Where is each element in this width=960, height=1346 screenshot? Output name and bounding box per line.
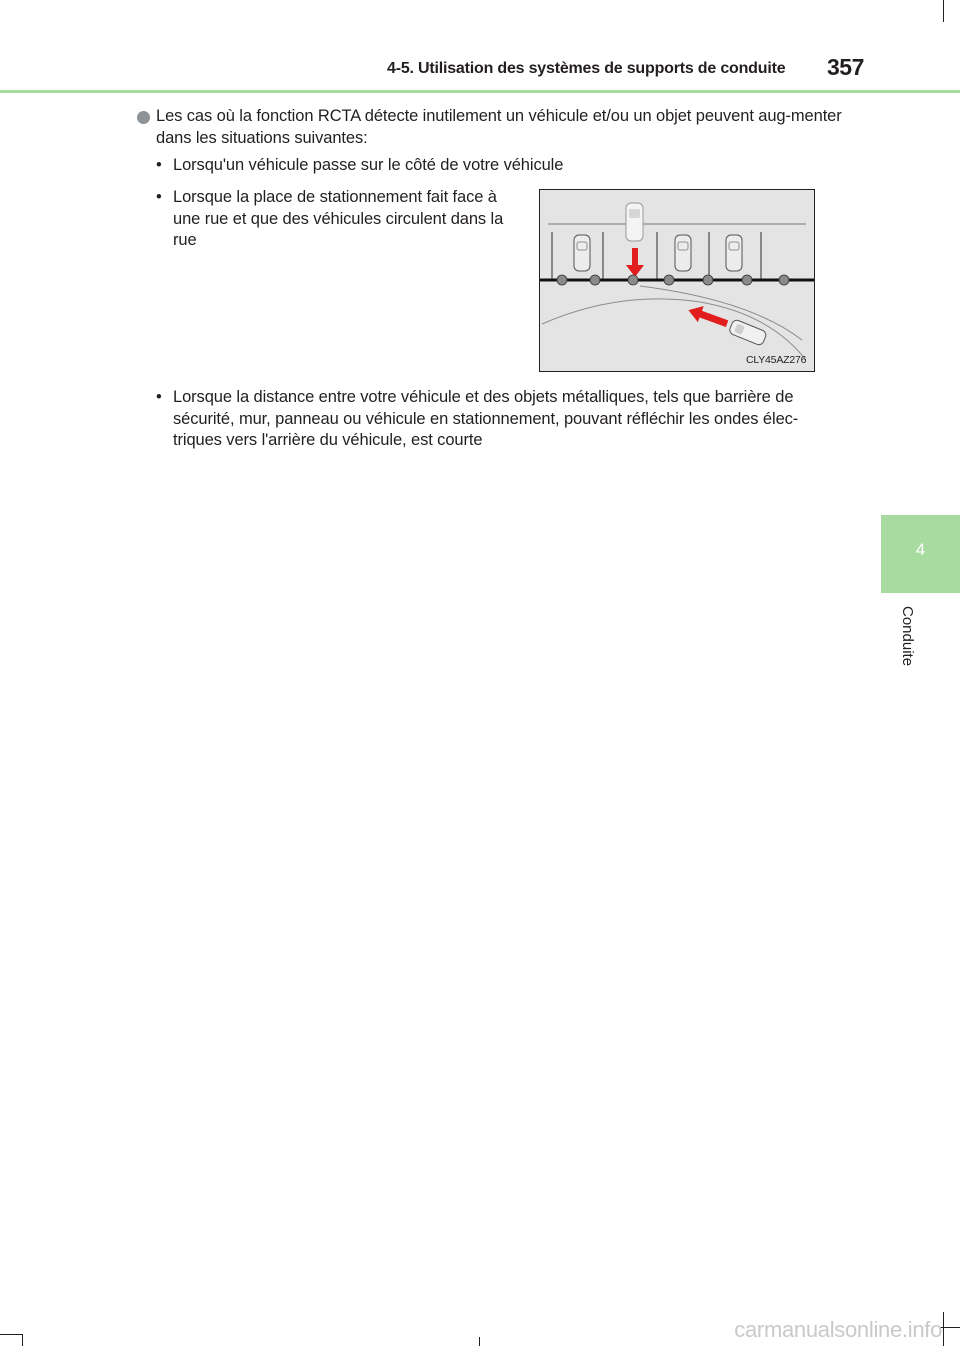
bullet-marker: •	[156, 388, 162, 406]
crop-mark	[943, 0, 944, 22]
list-item	[156, 155, 846, 177]
bullet-marker: •	[156, 156, 162, 174]
bullet-marker: •	[156, 188, 162, 206]
list-item-text: Lorsque la place de stationnement fait face à une rue et que des véhicules circulent dans la rue	[173, 188, 504, 249]
circle-bullet-icon	[137, 111, 150, 124]
page-number: 357	[827, 54, 864, 80]
list-item	[156, 187, 526, 252]
parking-diagram	[540, 190, 814, 371]
chapter-number: 4	[915, 540, 926, 559]
parking-illustration	[539, 189, 815, 372]
crop-mark	[479, 1337, 480, 1346]
crop-mark	[22, 1334, 23, 1346]
intro-paragraph: Les cas où la fonction RCTA détecte inutilement un véhicule et/ou un objet peuvent aug-menter dans les situations suivantes:	[156, 107, 842, 147]
crop-mark	[940, 1327, 960, 1328]
header-rule	[0, 90, 960, 93]
chapter-label: Conduite	[899, 606, 916, 667]
figure-code: CLY45AZ276	[746, 354, 807, 366]
crop-mark	[943, 1312, 944, 1346]
watermark: carmanualsonline.info	[734, 1317, 942, 1342]
list-item-text: Lorsque la distance entre votre véhicule et des objets métalliques, tels que barrière de sécurité, mur, panneau ou véhicule en stationnement, pouvant réfléchir les ondes élec-triques vers l'arrière du véhicule, est courte	[173, 388, 799, 449]
crop-mark	[0, 1334, 22, 1335]
list-item-text: Lorsqu'un véhicule passe sur le côté de votre véhicule	[173, 156, 564, 174]
section-title: 4-5. Utilisation des systèmes de supports de conduite	[387, 60, 786, 77]
list-item	[156, 387, 846, 452]
